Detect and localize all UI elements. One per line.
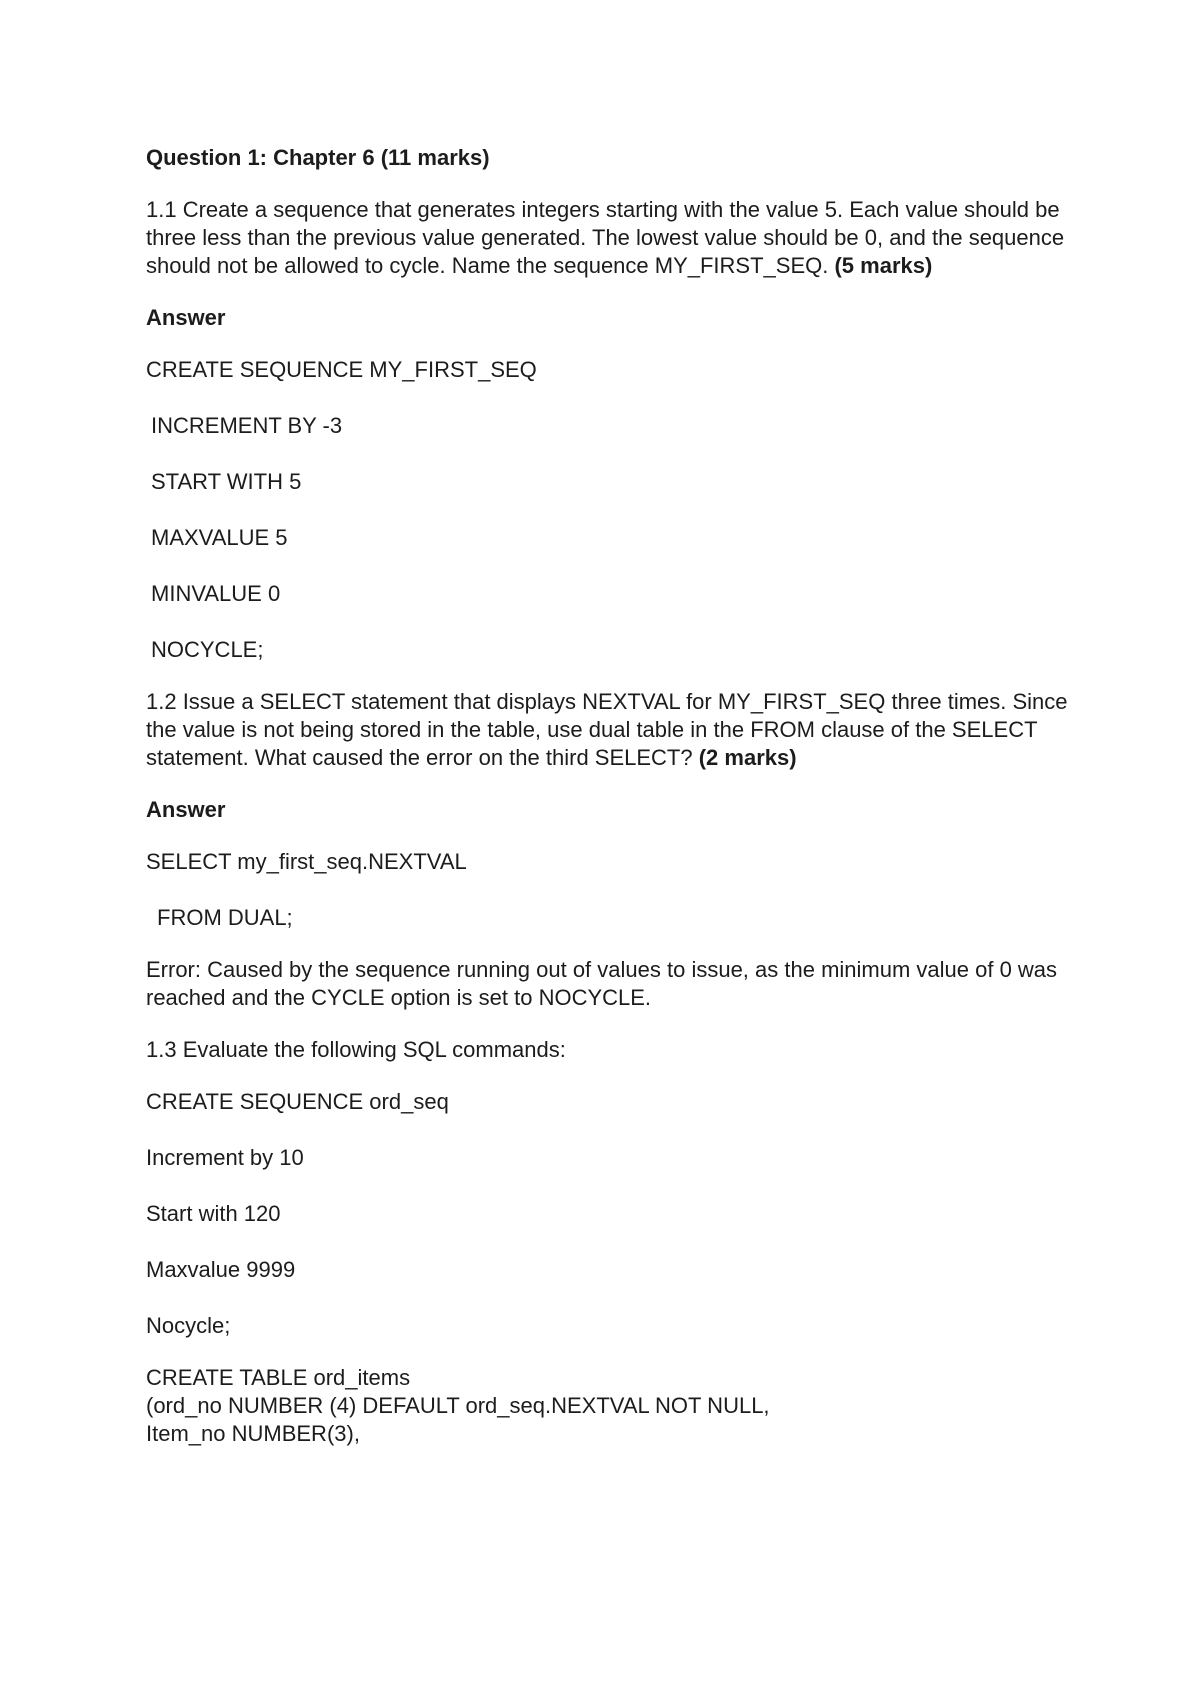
answer-label-1-1: Answer — [146, 305, 226, 330]
question-1-2-marks: (2 marks) — [698, 745, 797, 770]
code-line-1-3-1: Increment by 10 — [146, 1145, 304, 1170]
code-line-1-2-0: SELECT my_first_seq.NEXTVAL — [146, 849, 467, 874]
error-explanation: Error: Caused by the sequence running out of values to issue, as the minimum value of 0 was reached and the CYCLE option is set to NOCYCLE. — [146, 957, 1058, 1010]
code-line-1-1-2: START WITH 5 — [151, 469, 302, 494]
code-line-1-2-1: FROM DUAL; — [157, 905, 293, 930]
code-line-1-1-4: MINVALUE 0 — [151, 581, 281, 606]
code-line-1-3-4: Nocycle; — [146, 1313, 231, 1338]
document-content — [146, 144, 1076, 1448]
code-line-1-1-3: MAXVALUE 5 — [151, 525, 288, 550]
answer-label-1-2: Answer — [146, 797, 226, 822]
question-title: Question 1: Chapter 6 (11 marks) — [146, 145, 490, 170]
table-code-line-0: CREATE TABLE ord_items — [146, 1365, 411, 1390]
code-line-1-1-1: INCREMENT BY -3 — [151, 413, 343, 438]
code-line-1-3-2: Start with 120 — [146, 1201, 281, 1226]
code-line-1-1-0: CREATE SEQUENCE MY_FIRST_SEQ — [146, 357, 537, 382]
question-1-1-text: 1.1 Create a sequence that generates integers starting with the value 5. Each value should be three less than the previous value generated. The lowest value should be 0, and the sequence should not be allowed to cycle. Name the sequence MY_FIRST_SEQ. — [146, 197, 1065, 278]
code-line-1-1-5: NOCYCLE; — [151, 637, 264, 662]
table-code-line-1: (ord_no NUMBER (4) DEFAULT ord_seq.NEXTVAL NOT NULL, — [146, 1393, 770, 1418]
question-1-2-text: 1.2 Issue a SELECT statement that displays NEXTVAL for MY_FIRST_SEQ three times. Since the value is not being stored in the table, use dual table in the FROM clause of the SELECT statement. What caused the error on the third SELECT? — [146, 689, 1068, 770]
code-line-1-3-3: Maxvalue 9999 — [146, 1257, 296, 1282]
table-code-line-2: Item_no NUMBER(3), — [146, 1421, 360, 1446]
question-1-3-prompt: 1.3 Evaluate the following SQL commands: — [146, 1037, 566, 1062]
question-1-2-prompt — [146, 688, 1076, 772]
question-1-1-marks: (5 marks) — [834, 253, 933, 278]
code-line-1-3-0: CREATE SEQUENCE ord_seq — [146, 1089, 449, 1114]
question-1-1-prompt — [146, 196, 1076, 280]
